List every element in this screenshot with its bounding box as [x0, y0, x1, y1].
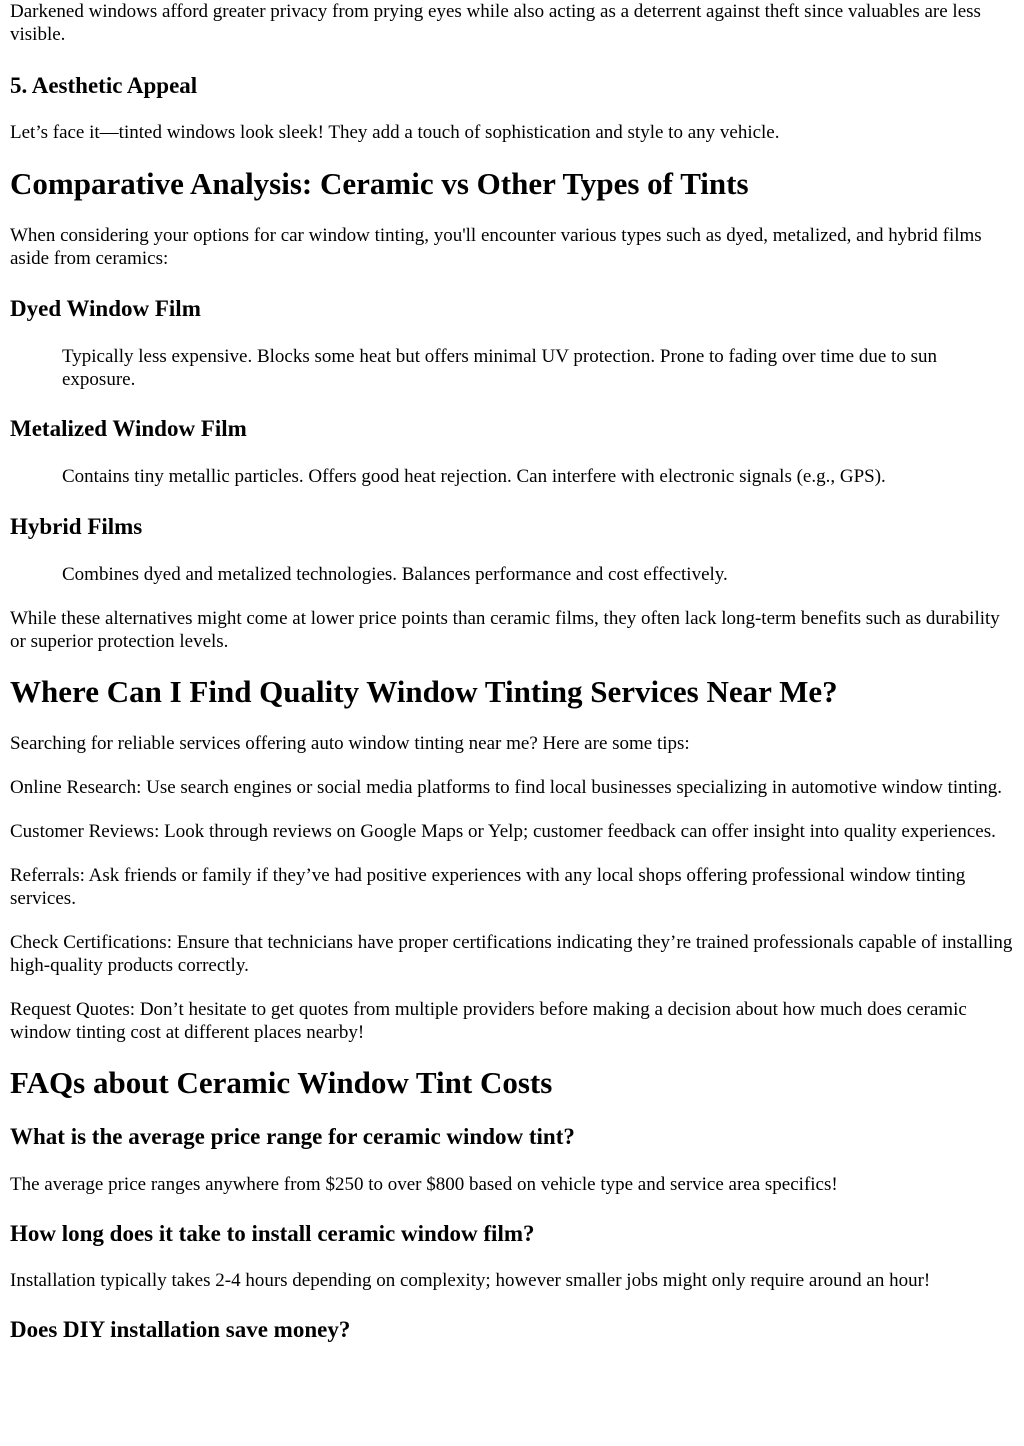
- aesthetic-appeal-heading: 5. Aesthetic Appeal: [10, 73, 198, 98]
- faq-answer-install-time: Installation typically takes 2-4 hours depending on complexity; however smaller jobs might only require around an hour!: [10, 1270, 931, 1291]
- hybrid-films-heading: Hybrid Films: [10, 514, 143, 539]
- faq-question-diy: Does DIY installation save money?: [10, 1317, 351, 1342]
- comparative-intro-paragraph: When considering your options for car window tinting, you'll encounter various types such as dyed, metalized, and hybrid films aside from ceramics:: [10, 225, 982, 269]
- tip-online-research: Online Research: Use search engines or social media platforms to find local businesses specializing in automotive window tinting.: [10, 777, 1002, 798]
- faqs-heading: FAQs about Ceramic Window Tint Costs: [10, 1065, 553, 1100]
- services-heading: Where Can I Find Quality Window Tinting Services Near Me?: [10, 674, 838, 709]
- metalized-film-heading: Metalized Window Film: [10, 416, 247, 441]
- tip-check-certifications: Check Certifications: Ensure that technicians have proper certifications indicating they’re trained professionals capable of installing high-quality products correctly.: [10, 932, 1013, 976]
- privacy-paragraph: Darkened windows afford greater privacy from prying eyes while also acting as a deterrent against theft since valuables are less visible.: [10, 1, 981, 45]
- services-intro-paragraph: Searching for reliable services offering auto window tinting near me? Here are some tips:: [10, 733, 690, 754]
- faq-answer-price-range: The average price ranges anywhere from $250 to over $800 based on vehicle type and service area specifics!: [10, 1174, 838, 1195]
- tip-request-quotes: Request Quotes: Don’t hesitate to get quotes from multiple providers before making a decision about how much does ceramic window tinting cost at different places nearby!: [10, 999, 967, 1043]
- aesthetic-appeal-paragraph: Let’s face it—tinted windows look sleek! They add a touch of sophistication and style to any vehicle.: [10, 122, 780, 143]
- comparative-analysis-heading: Comparative Analysis: Ceramic vs Other Types of Tints: [10, 166, 749, 201]
- tip-customer-reviews: Customer Reviews: Look through reviews on Google Maps or Yelp; customer feedback can offer insight into quality experiences.: [10, 821, 996, 842]
- dyed-film-heading: Dyed Window Film: [10, 296, 201, 321]
- tip-referrals: Referrals: Ask friends or family if they’ve had positive experiences with any local shops offering professional window tinting services.: [10, 865, 966, 909]
- faq-question-install-time: How long does it take to install ceramic window film?: [10, 1221, 535, 1246]
- faq-question-price-range: What is the average price range for ceramic window tint?: [10, 1124, 575, 1149]
- metalized-film-description: Contains tiny metallic particles. Offers good heat rejection. Can interfere with electronic signals (e.g., GPS).: [62, 466, 886, 487]
- hybrid-films-description: Combines dyed and metalized technologies. Balances performance and cost effectively.: [62, 564, 728, 585]
- alternatives-conclusion-paragraph: While these alternatives might come at lower price points than ceramic films, they often lack long-term benefits such as durability or superior protection levels.: [10, 608, 1000, 652]
- dyed-film-description: Typically less expensive. Blocks some heat but offers minimal UV protection. Prone to fading over time due to sun exposure.: [62, 346, 937, 390]
